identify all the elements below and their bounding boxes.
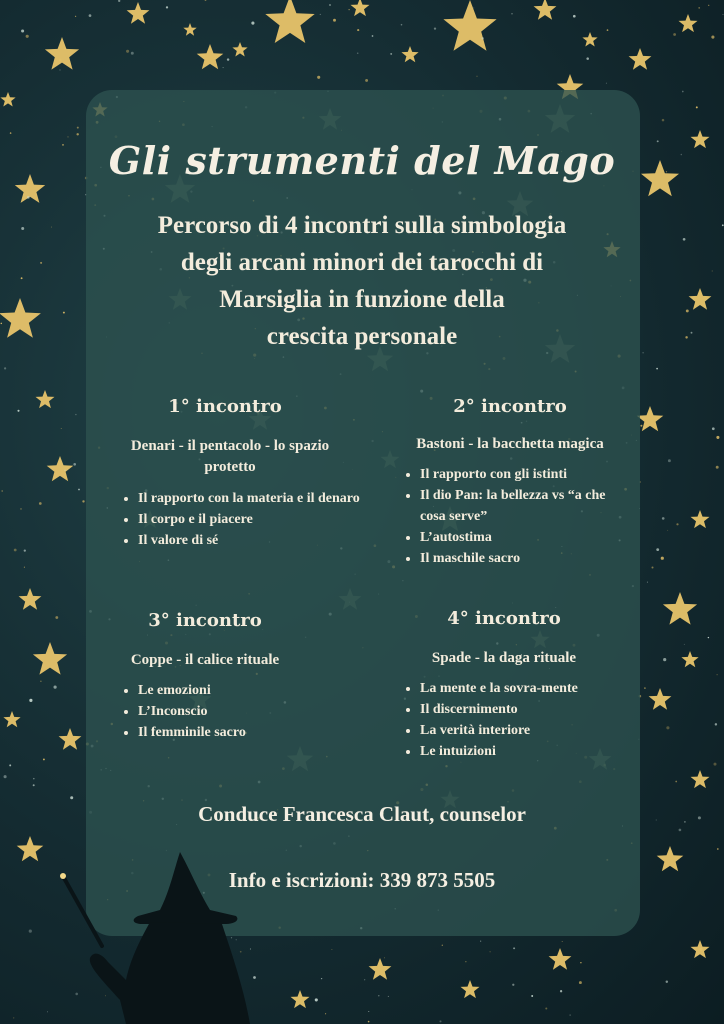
session-4-heading: 4° incontro <box>447 608 561 629</box>
star-icon <box>127 2 150 24</box>
star-dot <box>390 53 392 55</box>
star-icon <box>47 456 74 481</box>
star-dot <box>708 5 709 6</box>
star-dot <box>40 681 41 682</box>
star-dot <box>39 502 42 505</box>
star-dot <box>131 52 134 55</box>
list-item: • L’autostima <box>420 527 630 548</box>
star-dot <box>73 463 76 466</box>
star-dot <box>9 764 11 766</box>
session-1-topic <box>100 436 360 478</box>
star-dot <box>27 196 30 199</box>
star-dot <box>673 33 676 36</box>
list-item: • Il rapporto con gli istinti <box>420 464 630 485</box>
star-icon <box>649 688 672 710</box>
star-icon <box>629 48 652 70</box>
star-dot <box>1 490 3 492</box>
star-dot <box>4 775 7 778</box>
star-icon <box>691 510 710 528</box>
star-icon <box>232 42 247 57</box>
star-dot <box>715 723 717 725</box>
star-dot <box>531 995 533 997</box>
star-dot <box>560 990 562 992</box>
star-dot <box>606 83 607 84</box>
facilitator-line: Conduce Francesca Claut, counselor <box>198 802 526 826</box>
star-dot <box>717 848 719 850</box>
list-item: • La verità interiore <box>420 720 635 741</box>
star-icon <box>45 37 79 70</box>
star-icon <box>679 14 698 32</box>
star-dot <box>1 323 3 325</box>
star-dot <box>434 27 436 29</box>
list-item: • Il discernimento <box>420 699 635 720</box>
star-icon <box>351 0 370 16</box>
star-dot <box>481 37 484 40</box>
star-dot <box>696 106 698 108</box>
star-dot <box>357 53 358 54</box>
list-item: • Il rapporto con la materia e il denaro <box>138 488 373 509</box>
star-dot <box>684 644 685 645</box>
star-dot <box>4 367 6 369</box>
star-icon <box>183 23 196 36</box>
star-dot <box>43 758 45 760</box>
star-dot <box>712 271 713 272</box>
session-4-topic-line: Spade - la daga rituale <box>431 650 577 666</box>
star-dot <box>10 132 12 134</box>
star-dot <box>545 1007 547 1009</box>
star-dot <box>668 459 671 462</box>
star-icon <box>691 770 710 788</box>
star-dot <box>368 1011 369 1012</box>
star-dot <box>51 227 52 228</box>
list-item: • Il femminile sacro <box>138 722 358 743</box>
star-icon <box>461 980 480 998</box>
star-dot <box>716 436 719 439</box>
star-icon <box>681 651 698 667</box>
star-dot <box>700 948 703 951</box>
star-dot <box>656 368 658 370</box>
star-dot <box>562 941 563 942</box>
star-icon <box>0 298 41 338</box>
star-dot <box>666 980 668 982</box>
star-dot <box>325 1013 326 1014</box>
star-dot <box>372 35 374 37</box>
star-dot <box>661 557 664 560</box>
star-dot <box>75 414 76 415</box>
star-dot <box>59 69 60 70</box>
star-dot <box>640 425 642 427</box>
session-2-heading: 2° incontro <box>453 396 567 417</box>
star-dot <box>675 781 677 783</box>
star-dot <box>489 951 490 952</box>
star-icon <box>59 728 82 750</box>
star-dot <box>64 48 66 50</box>
star-dot <box>662 517 665 520</box>
star-dot <box>63 312 65 314</box>
star-dot <box>511 13 512 14</box>
star-dot <box>78 489 80 491</box>
session-3-topic <box>95 650 315 671</box>
star-dot <box>439 1020 441 1022</box>
page-title: Gli strumenti del Mago <box>108 138 616 183</box>
contact-info: Info e iscrizioni: 339 873 5505 <box>228 868 496 892</box>
star-dot <box>378 995 379 996</box>
subtitle-line: degli arcani minori dei tarocchi di <box>180 249 544 276</box>
session-1-list <box>120 488 373 551</box>
star-icon <box>689 288 712 310</box>
star-icon <box>36 390 55 408</box>
star-dot <box>33 778 35 780</box>
star-dot <box>573 15 576 18</box>
subtitle-line: crescita personale <box>266 323 458 350</box>
star-dot <box>465 961 466 962</box>
list-item: • Il dio Pan: la bellezza vs “a che cosa serve” <box>420 485 630 527</box>
session-2-topic <box>390 434 630 455</box>
star-icon <box>401 46 418 62</box>
star-icon <box>0 92 15 107</box>
star-dot <box>357 29 359 31</box>
star-icon <box>33 642 67 675</box>
star-dot <box>698 7 700 9</box>
star-dot <box>126 50 129 53</box>
star-dot <box>77 127 79 129</box>
star-dot <box>651 566 653 568</box>
star-dot <box>64 470 65 471</box>
list-item: • Le emozioni <box>138 680 358 701</box>
star-dot <box>55 616 58 619</box>
star-dot <box>663 658 666 661</box>
star-dot <box>477 76 478 77</box>
star-dot <box>54 686 57 689</box>
star-dot <box>70 796 73 799</box>
star-dot <box>480 941 481 942</box>
session-3-heading: 3° incontro <box>148 610 262 631</box>
star-dot <box>333 19 336 22</box>
list-item: • Le intuizioni <box>420 741 635 762</box>
star-dot <box>570 1015 571 1016</box>
star-dot <box>442 945 443 946</box>
star-dot <box>691 332 693 334</box>
star-icon <box>582 32 597 47</box>
session-4-list <box>402 678 635 762</box>
star-dot <box>13 1017 14 1018</box>
star-icon <box>369 958 392 980</box>
list-item: • Il valore di sé <box>138 530 373 551</box>
star-dot <box>251 22 254 25</box>
star-icon <box>663 592 697 625</box>
star-dot <box>685 336 687 338</box>
star-dot <box>14 549 17 552</box>
star-dot <box>473 7 474 8</box>
star-icon <box>291 990 310 1008</box>
star-icon <box>197 44 224 69</box>
star-dot <box>21 227 24 230</box>
list-item: • L’Inconscio <box>138 701 358 722</box>
subtitle-line: Percorso di 4 incontri sulla simbologia <box>157 212 567 239</box>
star-dot <box>76 133 78 135</box>
star-dot <box>329 4 331 6</box>
star-dot <box>33 784 35 786</box>
star-dot <box>384 958 385 959</box>
star-dot <box>321 978 322 979</box>
star-dot <box>513 947 515 949</box>
star-dot <box>388 996 389 997</box>
star-dot <box>712 427 715 430</box>
star-dot <box>237 47 238 48</box>
star-dot <box>21 277 23 279</box>
star-dot <box>59 59 62 62</box>
star-dot <box>40 262 42 264</box>
star-dot <box>365 79 368 82</box>
star-dot <box>686 309 689 312</box>
session-3-topic-line: Coppe - il calice rituale <box>130 652 280 668</box>
star-dot <box>656 548 659 551</box>
star-dot <box>717 674 718 675</box>
star-dot <box>17 410 19 412</box>
star-dot <box>223 67 224 68</box>
session-2-topic-line: Bastoni - la bacchetta magica <box>416 436 604 452</box>
session-3-list <box>120 680 358 743</box>
star-dot <box>317 76 320 79</box>
star-dot <box>607 29 609 31</box>
star-dot <box>579 981 582 984</box>
star-dot <box>331 949 332 950</box>
star-dot <box>586 57 589 60</box>
star-dot <box>662 119 665 122</box>
star-dot <box>711 36 714 39</box>
star-dot <box>723 14 724 15</box>
wizard-silhouette <box>30 850 260 1024</box>
session-1-topic-line: Denari - il pentacolo - lo spazio <box>130 438 330 454</box>
star-dot <box>82 500 84 502</box>
star-dot <box>679 829 682 832</box>
star-dot <box>642 352 643 353</box>
star-dot <box>118 0 120 2</box>
star-dot <box>61 428 62 429</box>
star-icon <box>3 711 20 727</box>
star-dot <box>75 16 76 17</box>
subtitle <box>110 207 614 355</box>
star-dot <box>315 998 318 1001</box>
star-dot <box>647 582 648 583</box>
session-1-heading: 1° incontro <box>168 396 282 417</box>
star-dot <box>714 763 717 766</box>
star-dot <box>667 530 668 531</box>
star-dot <box>401 24 403 26</box>
star-dot <box>166 6 168 8</box>
star-dot <box>512 984 514 986</box>
star-dot <box>368 1021 370 1023</box>
star-dot <box>20 508 22 510</box>
star-dot <box>21 29 24 32</box>
star-dot <box>716 466 719 469</box>
list-item: • La mente e la sovra-mente <box>420 678 635 699</box>
star-dot <box>666 726 669 729</box>
star-icon <box>19 588 42 610</box>
star-dot <box>205 0 207 1</box>
session-4-topic <box>389 648 619 669</box>
star-icon <box>265 0 314 43</box>
star-dot <box>24 567 25 568</box>
star-icon <box>637 406 664 431</box>
star-dot <box>29 699 32 702</box>
star-dot <box>682 91 684 93</box>
star-dot <box>320 14 321 15</box>
list-item: • Il corpo e il piacere <box>138 509 373 530</box>
star-dot <box>722 224 724 226</box>
star-dot <box>349 9 350 10</box>
star-dot <box>580 962 581 963</box>
list-item: • Il maschile sacro <box>420 548 630 569</box>
session-1-topic-line: protetto <box>204 459 256 475</box>
star-dot <box>89 14 92 17</box>
session-2-list <box>402 464 630 569</box>
star-icon <box>549 948 572 970</box>
star-icon <box>534 0 557 20</box>
star-icon <box>443 0 496 51</box>
star-dot <box>364 979 365 980</box>
star-dot <box>24 549 26 551</box>
star-dot <box>26 35 29 38</box>
subtitle-line: Marsiglia in funzione della <box>219 286 505 313</box>
star-dot <box>644 687 646 689</box>
star-dot <box>708 637 709 638</box>
star-dot <box>227 58 229 60</box>
star-dot <box>683 238 686 241</box>
star-dot <box>676 523 678 525</box>
